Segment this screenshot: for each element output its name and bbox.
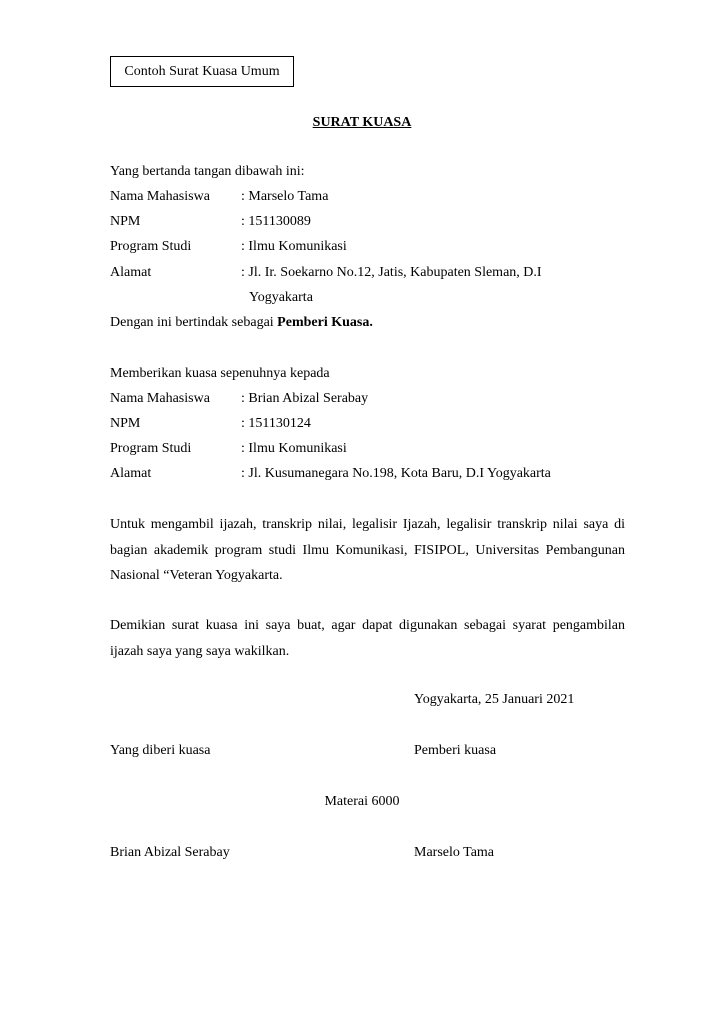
grantor-npm-value: : 151130089 [241,214,311,229]
grantee-name-value: : Brian Abizal Serabay [241,391,369,406]
grantor-prodi-value: : Ilmu Komunikasi [241,239,347,254]
grantor-address-value-line2: Yogyakarta [249,290,313,305]
grantee-npm-label: NPM [110,416,141,431]
grantee-address-label: Alamat [110,466,152,481]
role-statement-prefix: Dengan ini bertindak sebagai [110,315,278,330]
purpose-paragraph: Untuk mengambil ijazah, transkrip nilai, legalisir Ijazah, legalisir transkrip nilai saya di bagian akademik program studi Ilmu Komunikasi, FISIPOL, Universitas Pembangunan Nasional “Veteran Yogyakarta. [110,517,625,583]
grant-intro: Memberikan kuasa sepenuhnya kepada [110,366,330,381]
document-label-box: Contoh Surat Kuasa Umum [110,56,294,87]
grantor-address-label: Alamat [110,265,152,280]
document-title: SURAT KUASA [312,115,412,130]
grantor-prodi-label: Program Studi [110,239,192,254]
role-statement-bold: Pemberi Kuasa. [277,315,373,330]
left-signature-role: Yang diberi kuasa [110,743,211,758]
place-date: Yogyakarta, 25 Januari 2021 [414,692,575,707]
grantee-address-value: : Jl. Kusumanegara No.198, Kota Baru, D.I Yogyakarta [241,466,551,481]
grantor-name-label: Nama Mahasiswa [110,189,210,204]
grantee-npm-value: : 151130124 [241,416,311,431]
right-signature-name: Marselo Tama [414,845,495,860]
intro-text: Yang bertanda tangan dibawah ini: [110,164,305,179]
left-signature-name: Brian Abizal Serabay [110,845,230,860]
grantor-npm-label: NPM [110,214,141,229]
grantee-name-label: Nama Mahasiswa [110,391,210,406]
grantee-prodi-label: Program Studi [110,441,192,456]
grantor-name-value: : Marselo Tama [241,189,329,204]
role-statement [110,313,373,333]
closing-paragraph: Demikian surat kuasa ini saya buat, agar dapat digunakan sebagai syarat pengambilan ijazah saya yang saya wakilkan. [110,618,625,659]
right-signature-role: Pemberi kuasa [414,743,497,758]
grantor-address-value-line1: : Jl. Ir. Soekarno No.12, Jatis, Kabupaten Sleman, D.I [241,265,542,280]
grantee-prodi-value: : Ilmu Komunikasi [241,441,347,456]
stamp-label: Materai 6000 [324,794,400,809]
